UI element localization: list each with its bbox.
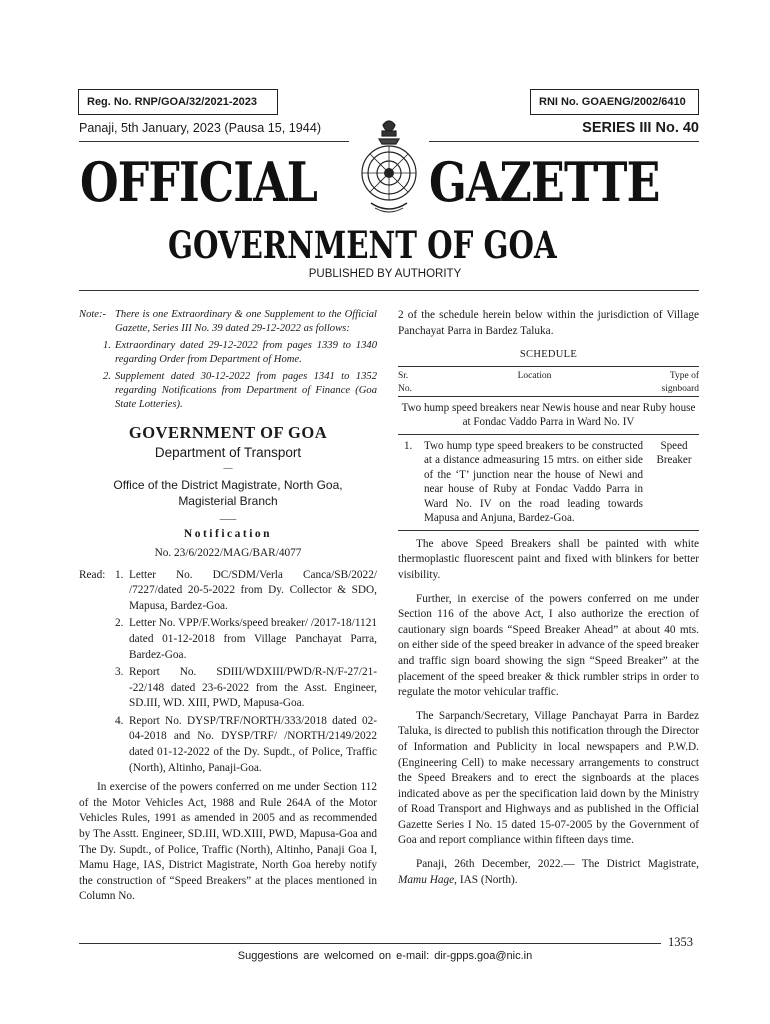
series-number: SERIES III No. 40	[582, 120, 699, 136]
schedule-type: Speed Breaker	[656, 439, 692, 467]
read-item: Report No. SDIII/WDXIII/PWD/R-N/F-27/21- -22/148 dated 23-6-2022 from the Asst. Engineer, SD.III, WD. XIII, PWD, Mapusa-Goa.	[129, 666, 377, 710]
notification-number: No. 23/6/2022/MAG/BAR/4077	[154, 546, 302, 559]
schedule-header-sr: Sr. No.	[398, 370, 412, 394]
read-item: Letter No. DC/SDM/Verla Canca/SB/2022/ /7227/dated 20-5-2022 from Dy. Collector & SDO, Mapusa, Bardez-Goa.	[129, 568, 377, 612]
schedule-title: SCHEDULE	[519, 349, 578, 361]
read-item-number: 2.	[115, 617, 124, 630]
footer-suggestion: Suggestions are welcomed on e-mail: dir-gpps.goa@nic.in	[237, 950, 533, 962]
masthead-bottom-rule	[79, 290, 699, 291]
read-item-number: 4.	[115, 714, 124, 727]
left-column	[79, 308, 377, 905]
published-by: PUBLISHED BY AUTHORITY	[308, 268, 462, 280]
read-list	[79, 568, 377, 777]
reg-number-box: Reg. No. RNP/GOA/32/2021-2023	[78, 89, 278, 115]
schedule-group: Two hump speed breakers near Newis house and near Ruby house at Fondac Vaddo Parra in Ward No. IV	[401, 401, 696, 429]
header-rule-right	[429, 141, 699, 142]
paragraph-directions: The Sarpanch/Secretary, Village Panchayat Parra in Bardez Taluka, is directed to publish this notification through the Director of Information and Publicity in local newspapers and P.W.D. (Engineering Cell) to make necessary arrangements to construct the Speed Breakers and to erect the signboards at the places indicated above as per the specification laid down by the Ministry of Road Transport and Highways and as published in the Official Gazette Series I No. 15 dated 15-07-2005 by the Government of Goa and report compliance within fifteen days time.	[398, 709, 699, 847]
schedule-header-location: Location	[517, 370, 552, 381]
schedule-table	[398, 367, 699, 531]
signature-suffix: , IAS (North).	[454, 873, 518, 886]
right-column	[398, 308, 699, 888]
note-label: Note:-	[79, 309, 107, 320]
table-row	[398, 434, 699, 526]
paragraph-paint: The above Speed Breakers shall be painted with white thermoplastic fluorescent paint and fixed with blinkers for better visibility.	[398, 537, 699, 581]
department-name: Department of Transport	[154, 444, 302, 460]
state-emblem-icon	[349, 115, 429, 220]
signature-prefix: Panaji, 26th December, 2022.— The District Magistrate,	[416, 858, 699, 871]
masthead-title-gazette: GAZETTE	[429, 150, 660, 214]
note-item: Supplement dated 30-12-2022 from pages 1341 to 1352 regarding Notifications from Department of Finance (Goa State Lotteries).	[115, 371, 377, 410]
schedule-header-row	[398, 367, 699, 397]
issue-date: Panaji, 5th January, 2023 (Pausa 15, 1944)	[79, 121, 322, 135]
body-paragraph: In exercise of the powers conferred on me under Section 112 of the Motor Vehicles Act, 1988 and Rule 264A of the Motor Vehicles Rules, 1991 as amended in 2005 and as recommended by The Asstt. Engineer, SD.III, WD.XIII, PWD, Mapusa-Goa and The Dy. Supdt., of Police, Traffic (North), Altinho, Panaji Goa I, Mamu Hage, IAS, District Magistrate, North Goa hereby notify the construction of “Speed Breakers” at the places mentioned in Column No.	[79, 781, 377, 903]
signatory-name: Mamu Hage	[398, 873, 455, 886]
schedule-header-type: Type of signboard	[661, 370, 699, 394]
header-rule-left	[79, 141, 349, 142]
schedule-location: Two hump type speed breakers to be constructed at a distance admeasuring 15 mtrs. on either side of the ‘T’ junction near the house of Newi and near house of Ruby at Fondac Vaddo Parra in Ward No. IV on the road leading towards Mapusa and Anjuna, Bardez-Goa.	[424, 439, 643, 525]
read-label: Read:	[79, 568, 106, 581]
office-divider: ___	[219, 509, 237, 522]
masthead-subtitle: GOVERNMENT OF GOA	[168, 223, 557, 267]
note-intro: There is one Extraordinary & one Supplement to the Official Gazette, Series III No. 39 dated 29-12-2022 as follows:	[115, 309, 377, 334]
notification-heading: Notification	[183, 528, 273, 541]
read-item: Letter No. VPP/F.Works/speed breaker/ /2017-18/1121 dated 01-12-2018 from Village Panchayat Parra, Bardez-Goa.	[129, 617, 377, 661]
read-item-number: 3.	[115, 666, 124, 679]
signature-line	[398, 857, 699, 888]
note-item-number: 2.	[103, 371, 111, 383]
read-item: Report No. DYSP/TRF/NORTH/333/2018 dated 02-04-2018 and No. DYSP/TRF/ /NORTH/2149/2022 dated 01-12-2022 of the Dy. Supdt., of Police, Traffic (North), Altinho, Panaji-Goa.	[129, 714, 377, 774]
body-paragraph-continued: 2 of the schedule herein below within the jurisdiction of Village Panchayat Parra in Bardez Taluka.	[398, 309, 699, 337]
note-item-number: 1.	[103, 340, 111, 352]
read-item-number: 1.	[115, 568, 124, 581]
office-name: Office of the District Magistrate, North Goa, Magisterial Branch	[113, 478, 343, 509]
rni-number-box: RNI No. GOAENG/2002/6410	[530, 89, 699, 115]
govt-heading: GOVERNMENT OF GOA	[128, 423, 328, 443]
note-section	[79, 308, 377, 411]
schedule-sr: 1.	[404, 439, 413, 452]
note-item: Extraordinary dated 29-12-2022 from pages 1339 to 1340 regarding Order from Department of Home.	[115, 340, 377, 365]
page-number: 1353	[668, 935, 693, 949]
masthead-title-official: OFFICIAL	[80, 150, 318, 214]
paragraph-signboards: Further, in exercise of the powers conferred on me under Section 116 of the above Act, I also authorize the erection of cautionary sign boards “Speed Breaker Ahead” at about 40 mts. on either side of the speed breaker in advance of the speed breaker and traffic sign board showing the sign “Speed Breaker” at the placement of the speed breaker & thick rumbler strips in order to regulate the motor vehicular traffic.	[398, 592, 699, 699]
footer-rule	[79, 943, 661, 944]
dept-divider: —	[223, 463, 233, 474]
